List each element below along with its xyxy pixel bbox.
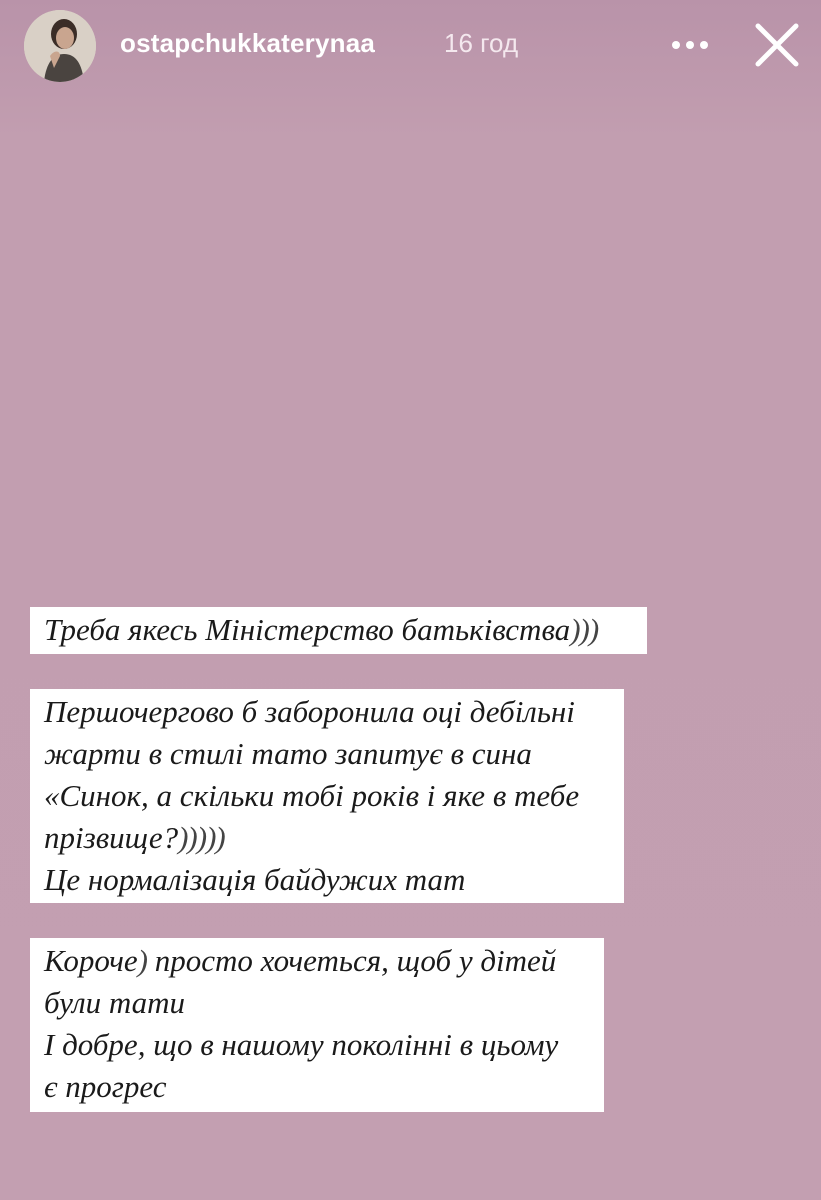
avatar-photo-icon bbox=[24, 10, 96, 82]
story-text-box-1 bbox=[30, 607, 647, 654]
text-paren: ) bbox=[137, 943, 147, 978]
text-line-1 bbox=[44, 940, 590, 982]
text-line: Це нормалізація байдужих тат bbox=[44, 862, 466, 897]
more-options-button[interactable] bbox=[660, 22, 720, 68]
story-header bbox=[0, 0, 821, 92]
text-line-4 bbox=[44, 817, 610, 859]
more-horizontal-icon bbox=[660, 22, 720, 68]
text-line: жарти в стилі тато запитує в сина bbox=[44, 736, 532, 771]
text-parens: ))))) bbox=[178, 820, 225, 855]
text-line: були тати bbox=[44, 985, 186, 1020]
text-line: Треба якесь Міністерство батьківства bbox=[44, 612, 571, 647]
story-text-box-2 bbox=[30, 689, 624, 903]
text-line: Першочергово б заборонила оці дебільні bbox=[44, 694, 575, 729]
text-line: І добре, що в нашому поколінні в цьому bbox=[44, 1027, 559, 1062]
story-timestamp: 16 год bbox=[444, 28, 519, 58]
close-icon bbox=[748, 16, 806, 74]
text-segment: просто хочеться, щоб у дітей bbox=[146, 943, 557, 978]
close-button[interactable] bbox=[748, 16, 806, 74]
text-line: «Синок, а скільки тобі років і яке в тебе bbox=[44, 778, 580, 813]
text-segment: прізвище? bbox=[44, 820, 179, 855]
text-parens: ))) bbox=[570, 612, 599, 647]
story-text-box-3 bbox=[30, 938, 604, 1112]
profile-avatar[interactable] bbox=[24, 10, 96, 82]
username[interactable]: ostapchukkaterynaa bbox=[120, 28, 376, 58]
text-line: є прогрес bbox=[44, 1069, 167, 1104]
text-segment: Короче bbox=[44, 943, 138, 978]
